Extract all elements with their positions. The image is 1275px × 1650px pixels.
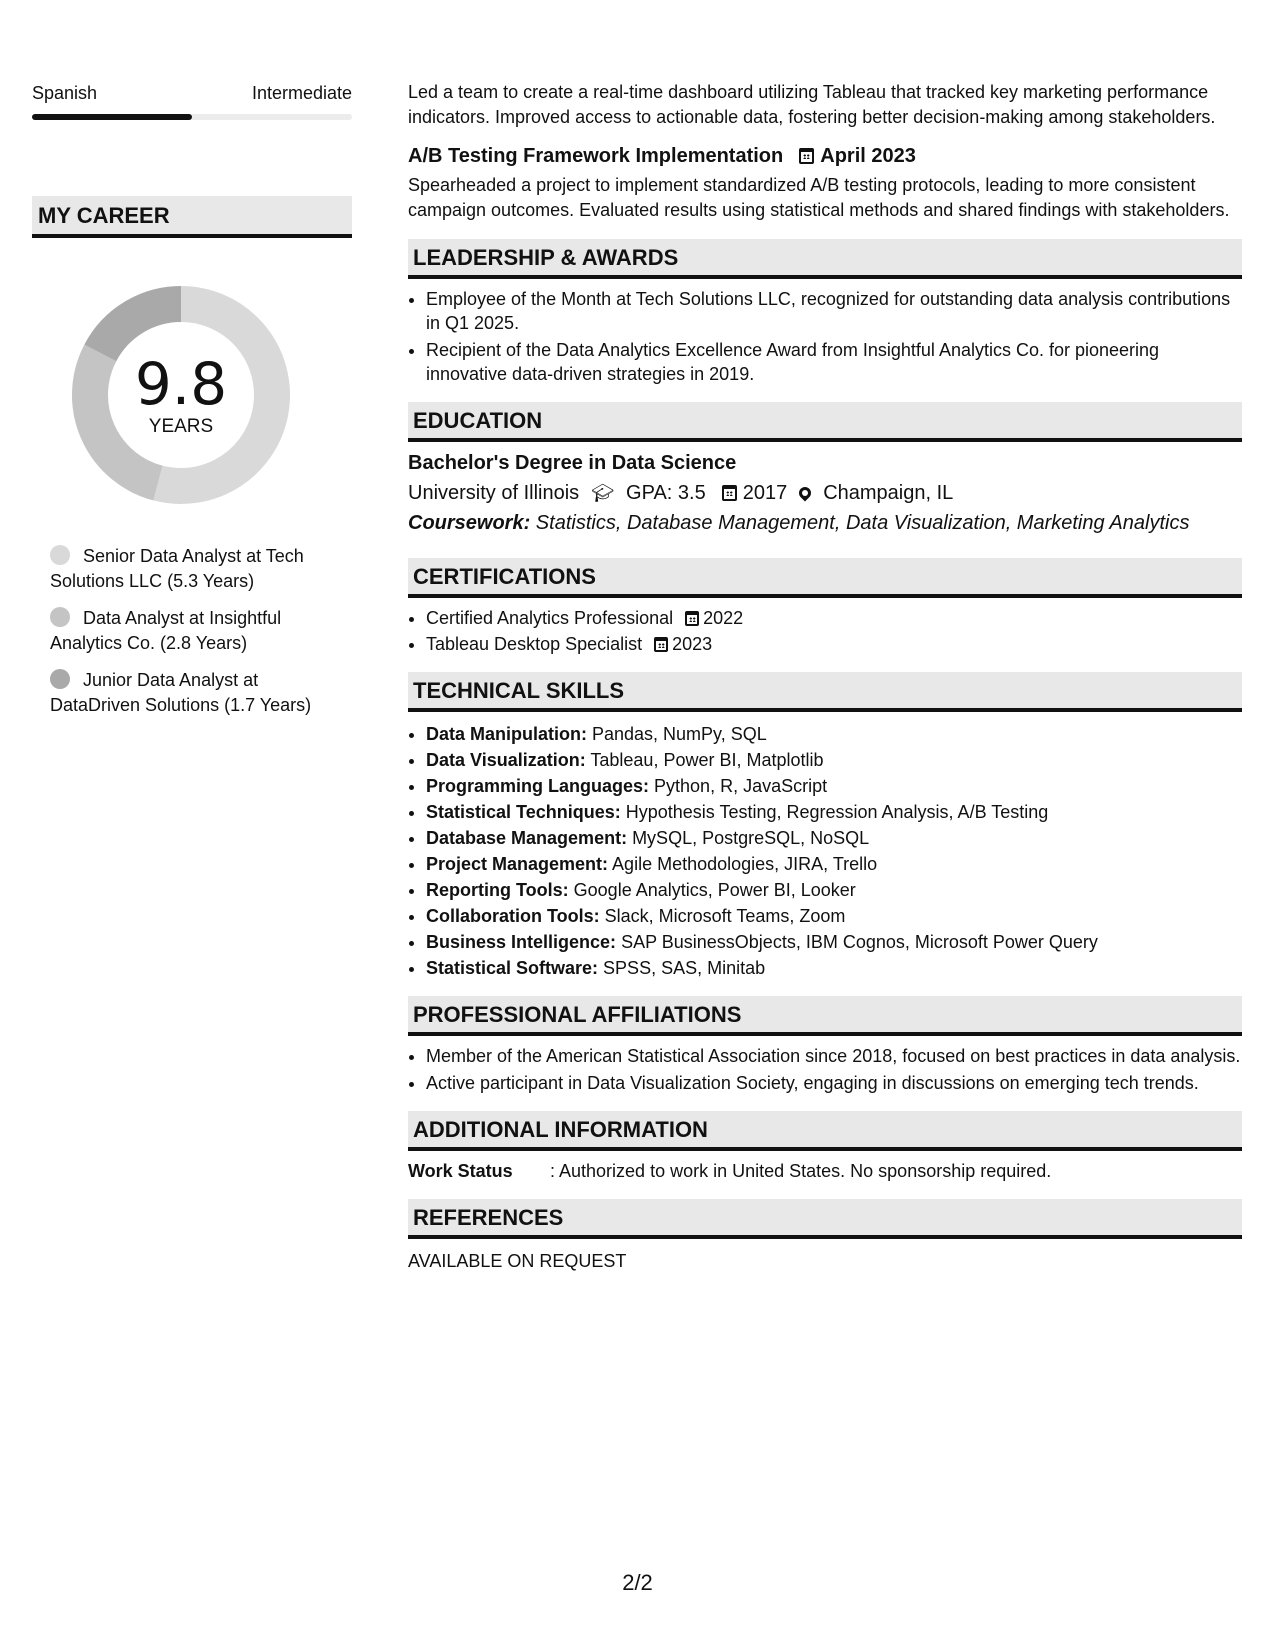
education-location: Champaign, IL [823,482,954,504]
list-item [426,800,1242,824]
skill-label: Statistical Software: [426,958,599,978]
education-degree: Bachelor's Degree in Data Science [408,452,737,474]
list-item: • Recipient of the Data Analytics Excellence Award from Insightful Analytics Co. for pioneering innovative data-driven strategies in 2019. [426,338,1242,386]
project-description: Spearheaded a project to implement standardized A/B testing protocols, leading to more consistent campaign outcomes. Evaluated results using statistical methods and shared findings with stakeholders. [408,175,1230,220]
section-heading-education: EDUCATION [408,402,1242,442]
right-column [408,80,1242,1274]
skill-label: Programming Languages: [426,776,650,796]
section-heading-leadership: LEADERSHIP & AWARDS [408,239,1242,279]
skills-list [408,722,1242,980]
education-year: 2017 [742,482,788,504]
section-heading-technical-skills: TECHNICAL SKILLS [408,672,1242,712]
legend-label: Senior Data Analyst at Tech Solutions LLC (5.3 Years) [50,546,304,591]
skill-value: Python, R, JavaScript [649,776,828,796]
education-school: University of Illinois [408,482,580,504]
leadership-list [408,287,1242,386]
list-item [426,748,1242,772]
work-status-row [408,1159,1242,1183]
calendar-icon [685,611,699,626]
project-description: Led a team to create a real-time dashboard utilizing Tableau that tracked key marketing performance indicators. Improved access to actionable data, fostering better decision-making among stakeholders. [408,82,1216,127]
skill-value: MySQL, PostgreSQL, NoSQL [627,828,870,848]
list-item [426,722,1242,746]
career-donut-chart [66,280,296,510]
list-item [426,826,1242,850]
coursework-label: Coursework: [408,512,531,534]
coursework-value: Statistics, Database Management, Data Visualization, Marketing Analytics [530,512,1190,534]
skill-label: Collaboration Tools: [426,906,600,926]
references-text: AVAILABLE ON REQUEST [408,1251,627,1271]
certification-name: Certified Analytics Professional [426,608,674,628]
legend-item [50,668,340,718]
list-item: • Employee of the Month at Tech Solutions LLC, recognized for outstanding data analysis contributions in Q1 2025. [426,287,1242,335]
certifications-list [408,606,1242,656]
skill-label: Reporting Tools: [426,880,569,900]
education-details [408,480,1242,506]
skill-value: Agile Methodologies, JIRA, Trello [608,854,878,874]
skill-label: Statistical Techniques: [426,802,621,822]
legend-dot [50,545,70,565]
career-total-years: 9.8 [134,350,228,418]
skill-label: Business Intelligence: [426,932,617,952]
donut-center [66,280,296,510]
legend-item [50,606,340,656]
calendar-icon [799,148,814,164]
work-status-value: : Authorized to work in United States. No sponsorship required. [550,1161,1052,1181]
list-item [426,852,1242,876]
career-years-unit: YEARS [148,416,214,437]
work-status-label: Work Status [408,1161,513,1181]
certification-year: 2022 [703,608,744,628]
list-item [426,632,1242,656]
list-item [426,930,1242,954]
project-title: A/B Testing Framework Implementation [408,145,784,167]
education-coursework [408,510,1242,536]
certification-year: 2023 [672,634,713,654]
legend-dot [50,669,70,689]
section-heading-additional-info: ADDITIONAL INFORMATION [408,1111,1242,1151]
section-heading-references: REFERENCES [408,1199,1242,1239]
graduation-cap-icon: 🎓︎ [591,483,615,503]
legend-label: Junior Data Analyst at DataDriven Solutions (1.7 Years) [50,670,312,715]
section-heading-affiliations: PROFESSIONAL AFFILIATIONS [408,996,1242,1036]
career-heading: MY CAREER [32,196,352,238]
list-item [426,904,1242,928]
list-item [426,878,1242,902]
project-date: April 2023 [820,145,916,167]
certification-name: Tableau Desktop Specialist [426,634,643,654]
skill-label: Data Visualization: [426,750,586,770]
education-gpa: GPA: 3.5 [626,482,706,504]
skill-value: SPSS, SAS, Minitab [598,958,766,978]
language-name: Spanish [32,83,98,103]
skill-value: Pandas, NumPy, SQL [587,724,767,744]
list-item [426,606,1242,630]
skill-label: Project Management: [426,854,609,874]
language-proficiency-bar [32,114,352,120]
project-title-row [408,143,1242,169]
list-item: • Active participant in Data Visualization Society, engaging in discussions on emerging tech trends. [426,1071,1242,1095]
skill-value: SAP BusinessObjects, IBM Cognos, Microsoft Power Query [616,932,1098,952]
skill-label: Data Manipulation: [426,724,587,744]
list-item [426,774,1242,798]
skill-label: Database Management: [426,828,628,848]
calendar-icon [722,485,737,501]
legend-label: Data Analyst at Insightful Analytics Co. (2.8 Years) [50,608,282,653]
list-item [426,956,1242,980]
skill-value: Tableau, Power BI, Matplotlib [585,750,824,770]
section-heading-certifications: CERTIFICATIONS [408,558,1242,598]
language-level: Intermediate [251,83,352,103]
career-legend [50,544,340,718]
left-column [32,80,352,730]
affiliations-list [408,1044,1242,1095]
page-number: 2/2 [622,1570,653,1595]
skill-value: Google Analytics, Power BI, Looker [568,880,856,900]
location-pin-icon [797,485,814,502]
language-proficiency-fill [32,114,192,120]
skill-value: Slack, Microsoft Teams, Zoom [599,906,846,926]
calendar-icon [654,637,668,652]
legend-item [50,544,340,594]
skill-value: Hypothesis Testing, Regression Analysis, A/B Testing [620,802,1049,822]
list-item: • Member of the American Statistical Association since 2018, focused on best practices in data analysis. [426,1044,1242,1068]
language-row [32,80,352,106]
legend-dot [50,607,70,627]
